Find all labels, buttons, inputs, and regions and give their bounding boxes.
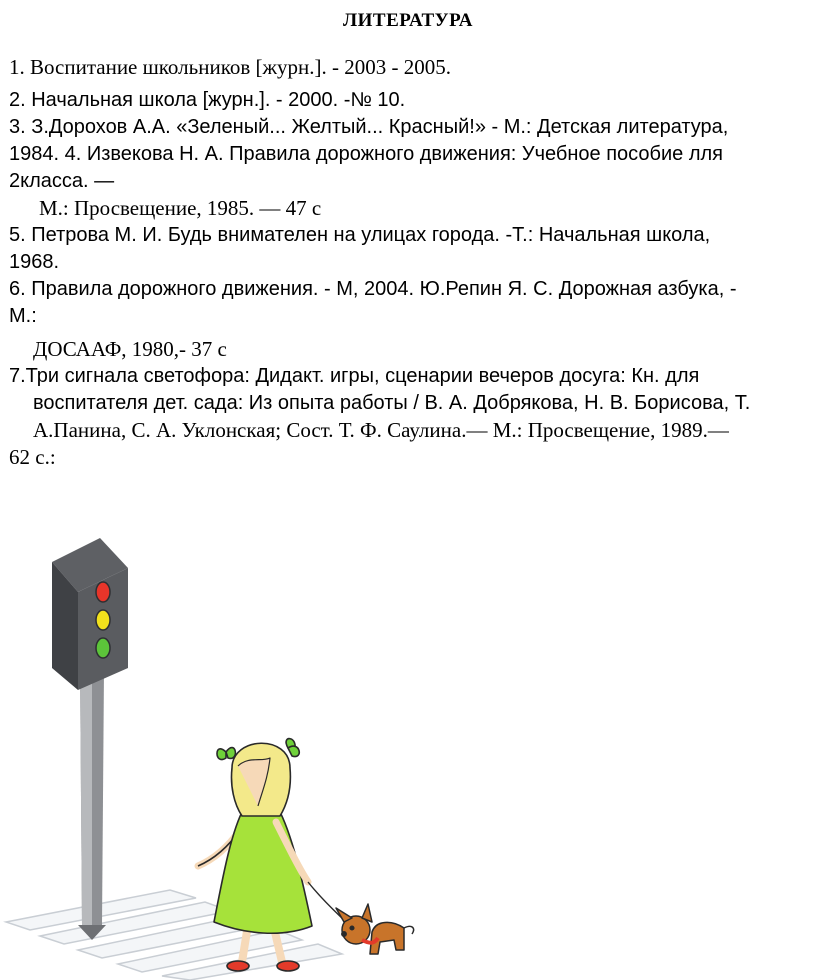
reference-item-3-line-2: 1984. 4. Извекова Н. А. Правила дорожного движения: Учебное пособие лля [9, 143, 723, 165]
reference-item-5-line-1: 5. Петрова М. И. Будь внимателен на улицах города. -Т.: Начальная школа, [9, 224, 711, 246]
reference-list [9, 54, 809, 471]
reference-item-6-line-3: ДОСААФ, 1980,- 37 с [33, 337, 227, 361]
traffic-light-icon [52, 538, 128, 940]
reference-item-1: 1. Воспитание школьников [журн.]. - 2003 - 2005. [9, 55, 451, 79]
reference-item-3-line-4: М.: Просвещение, 1985. — 47 с [39, 196, 322, 220]
reference-item-3-line-3: 2класса. — [9, 170, 115, 192]
reference-item-2: 2. Начальная школа [журн.]. - 2000. -№ 10. [9, 89, 406, 111]
girl-icon [198, 739, 346, 971]
page-title: ЛИТЕРАТУРА [342, 10, 474, 31]
reference-item-5-line-2: 1968. [9, 251, 60, 273]
reference-item-6-line-2: М.: [9, 305, 37, 327]
illustration [0, 530, 816, 980]
red-light-icon [96, 582, 110, 602]
reference-item-7-line-2: воспитателя дет. сада: Из опыта работы / В. А. Добрякова, Н. В. Борисова, Т. [33, 392, 751, 414]
green-light-icon [96, 638, 110, 658]
yellow-light-icon [96, 610, 110, 630]
reference-item-7-line-1: 7.Три сигнала светофора: Дидакт. игры, сценарии вечеров досуга: Кн. для [9, 365, 700, 387]
reference-item-3-line-1: 3. З.Дорохов А.А. «Зеленый... Желтый... Красный!» - М.: Детская литература, [9, 116, 729, 138]
reference-item-7-line-3: А.Панина, С. А. Уклонская; Сост. Т. Ф. Саулина.— М.: Просвещение, 1989.— [33, 418, 729, 442]
dog-icon [336, 904, 414, 954]
reference-item-7-line-4: 62 с.: [9, 445, 56, 469]
reference-item-6-line-1: 6. Правила дорожного движения. - М, 2004. Ю.Репин Я. С. Дорожная азбука, - [9, 278, 737, 300]
